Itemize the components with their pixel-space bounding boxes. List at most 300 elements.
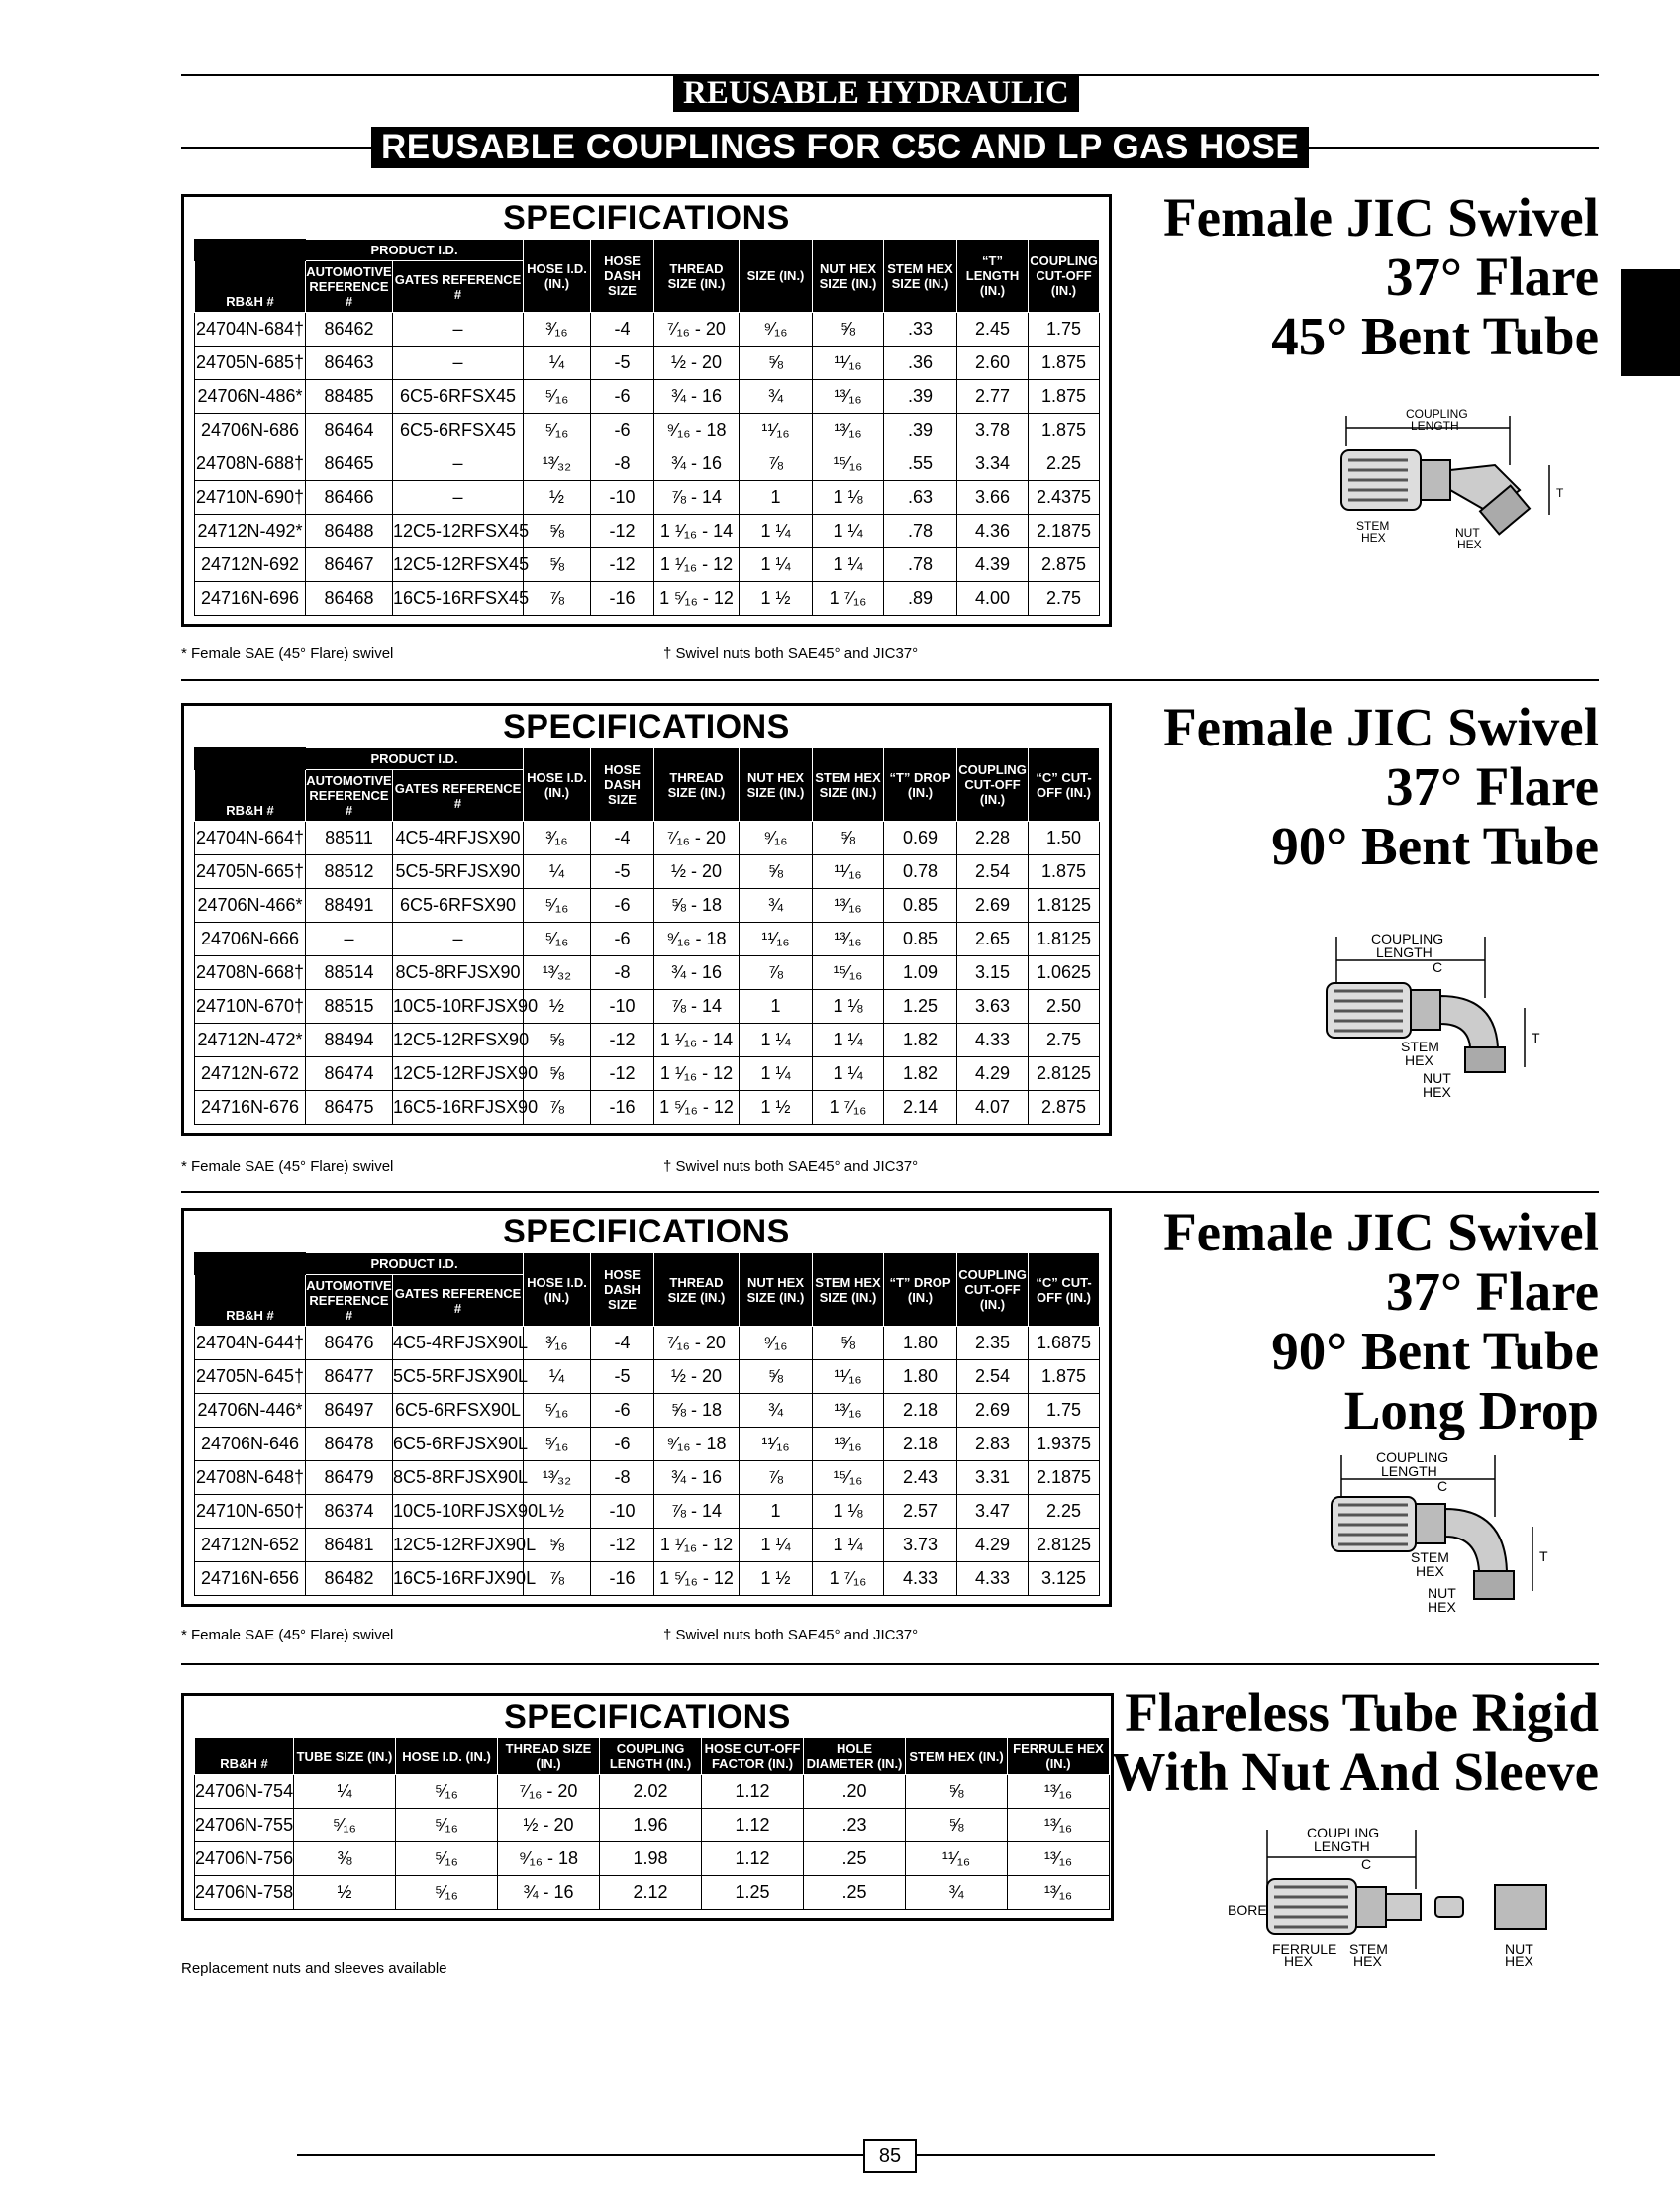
table-cell: 1.09 [884, 956, 957, 990]
table-cell: 2.25 [1029, 447, 1100, 481]
table-cell: 1 ¼ [740, 1024, 813, 1057]
table-cell: 1 ⁵⁄₁₆ - 12 [654, 1562, 740, 1596]
table-cell: ⅝ [524, 1024, 591, 1057]
table-cell: ¼ [294, 1775, 396, 1809]
table-cell: 86467 [306, 548, 393, 582]
col-header: AUTOMOTIVE REFERENCE # [306, 261, 393, 313]
table-cell: ⁹⁄₁₆ - 18 [654, 414, 740, 447]
table-row [195, 380, 1100, 414]
table-cell: 86488 [306, 515, 393, 548]
footnote: * Female SAE (45° Flare) swivel [181, 1627, 394, 1643]
table-row [195, 1529, 1100, 1562]
table-cell: -10 [591, 1495, 654, 1529]
table-cell: -8 [591, 447, 654, 481]
diagram-label: C [1361, 1856, 1372, 1872]
table-cell: 24706N-486* [195, 380, 306, 414]
table-cell: 86479 [306, 1461, 393, 1495]
table-cell: ¹³⁄₁₆ [1008, 1775, 1110, 1809]
table-cell: 6C5-6RFSX45 [393, 380, 524, 414]
col-header: STEM HEX (IN.) [906, 1738, 1008, 1775]
table-cell: 2.1875 [1029, 1461, 1100, 1495]
table-cell: 88515 [306, 990, 393, 1024]
table-cell: ⁵⁄₁₆ [524, 414, 591, 447]
table-cell: -5 [591, 347, 654, 380]
table-cell: ¹³⁄₁₆ [813, 1428, 884, 1461]
diagram-label: C [1437, 1478, 1448, 1494]
table-cell: ⅞ - 14 [654, 1495, 740, 1529]
table-cell: 2.8125 [1029, 1529, 1100, 1562]
table-row [195, 923, 1100, 956]
table-cell: 24710N-650† [195, 1495, 306, 1529]
table-row [195, 548, 1100, 582]
product-id-header: PRODUCT I.D. [306, 240, 524, 261]
table-cell: ½ [524, 481, 591, 515]
table-cell: 24706N-466* [195, 889, 306, 923]
col-header: STEM HEX SIZE (IN.) [813, 1253, 884, 1327]
col-header: HOSE I.D. (IN.) [524, 1253, 591, 1327]
spec-table-box [181, 1693, 1114, 1921]
table-cell: 1 ⁵⁄₁₆ - 12 [654, 1091, 740, 1125]
table-cell: 4.33 [957, 1024, 1029, 1057]
table-cell: .20 [804, 1775, 906, 1809]
table-cell: -6 [591, 414, 654, 447]
table-cell: 1 ⅛ [813, 990, 884, 1024]
table-cell: 1.25 [884, 990, 957, 1024]
table-cell: 1.6875 [1029, 1327, 1100, 1360]
table-cell: 5C5-5RFJSX90L [393, 1360, 524, 1394]
table-cell: ½ - 20 [654, 347, 740, 380]
table-cell: ⅝ [813, 822, 884, 855]
spec-table [194, 1252, 1100, 1596]
table-cell: ⅞ [740, 447, 813, 481]
table-cell: ¹¹⁄₁₆ [740, 414, 813, 447]
table-cell: 0.85 [884, 889, 957, 923]
table-cell: ⅝ [813, 313, 884, 347]
col-header: “C” CUT-OFF (IN.) [1029, 1253, 1100, 1327]
spec-table [194, 747, 1100, 1125]
col-header: TUBE SIZE (IN.) [294, 1738, 396, 1775]
diagram-label: FERRULE [1272, 1941, 1337, 1957]
table-cell: 16C5-16RFJSX90 [393, 1091, 524, 1125]
col-header: FERRULE HEX (IN.) [1008, 1738, 1110, 1775]
table-cell: 2.18 [884, 1394, 957, 1428]
table-cell: 86476 [306, 1327, 393, 1360]
table-cell: ⅞ [524, 582, 591, 616]
table-cell: 3.125 [1029, 1562, 1100, 1596]
col-header: GATES REFERENCE # [393, 1275, 524, 1327]
table-cell: .25 [804, 1842, 906, 1876]
table-cell: -12 [591, 1024, 654, 1057]
table-cell: 2.25 [1029, 1495, 1100, 1529]
section-heading: Flareless Tube Rigid With Nut And Sleeve [1111, 1682, 1599, 1802]
table-cell: ⁷⁄₁₆ - 20 [654, 822, 740, 855]
diagram-label: NUT [1428, 1585, 1456, 1601]
spec-table [194, 1738, 1110, 1910]
table-cell: 2.8125 [1029, 1057, 1100, 1091]
table-cell: 2.14 [884, 1091, 957, 1125]
table-cell: 1.82 [884, 1024, 957, 1057]
table-cell: 24706N-646 [195, 1428, 306, 1461]
table-cell: 1.8125 [1029, 889, 1100, 923]
table-row [195, 582, 1100, 616]
table-cell: ⁵⁄₁₆ [524, 380, 591, 414]
col-header: NUT HEX SIZE (IN.) [740, 1253, 813, 1327]
table-cell: ⁹⁄₁₆ [740, 1327, 813, 1360]
table-cell: -8 [591, 956, 654, 990]
col-header: HOSE CUT-OFF FACTOR (IN.) [702, 1738, 804, 1775]
table-cell: 86481 [306, 1529, 393, 1562]
table-row [195, 447, 1100, 481]
table-row [195, 1394, 1100, 1428]
table-cell: ⅝ [524, 515, 591, 548]
table-cell: 86474 [306, 1057, 393, 1091]
col-header: RB&H # [195, 770, 306, 822]
table-cell: 1 ⁵⁄₁₆ - 12 [654, 582, 740, 616]
coupling-90-long-drop-diagram [1327, 1447, 1594, 1621]
table-cell: ⅞ [524, 1562, 591, 1596]
table-cell: -16 [591, 1562, 654, 1596]
table-cell: 3.66 [957, 481, 1029, 515]
footnote: * Female SAE (45° Flare) swivel [181, 646, 394, 662]
table-cell: ⅝ [740, 1360, 813, 1394]
table-cell: 2.83 [957, 1428, 1029, 1461]
col-header: THREAD SIZE (IN.) [654, 1253, 740, 1327]
table-cell: 1 ⁷⁄₁₆ [813, 582, 884, 616]
table-cell: 24705N-665† [195, 855, 306, 889]
table-row [195, 1024, 1100, 1057]
table-cell: 1 ⁷⁄₁₆ [813, 1562, 884, 1596]
table-cell: ¾ - 16 [654, 956, 740, 990]
table-cell: 1.0625 [1029, 956, 1100, 990]
table-cell: 1 ¹⁄₁₆ - 12 [654, 1529, 740, 1562]
table-cell: ¹⁵⁄₁₆ [813, 956, 884, 990]
table-cell: ⁹⁄₁₆ [740, 313, 813, 347]
col-header: “T” DROP (IN.) [884, 748, 957, 822]
diagram-label: HEX [1423, 1084, 1451, 1100]
table-cell: 86374 [306, 1495, 393, 1529]
table-cell: 88511 [306, 822, 393, 855]
table-cell: 1 ¹⁄₁₆ - 14 [654, 1024, 740, 1057]
col-header: “T” DROP (IN.) [884, 1253, 957, 1327]
table-row [195, 1495, 1100, 1529]
table-cell: ⅝ [524, 1057, 591, 1091]
table-cell: – [393, 923, 524, 956]
table-cell: 86466 [306, 481, 393, 515]
table-cell: 1.875 [1029, 347, 1100, 380]
table-cell: 1.12 [702, 1842, 804, 1876]
table-cell: 24712N-492* [195, 515, 306, 548]
table-cell: 1 ¼ [740, 548, 813, 582]
diagram-label: HEX [1457, 538, 1482, 551]
section-divider [181, 1663, 1599, 1665]
table-cell: 2.65 [957, 923, 1029, 956]
category-banner: REUSABLE HYDRAULIC [673, 74, 1079, 112]
table-cell: 24706N-686 [195, 414, 306, 447]
table-cell: 1 ¼ [813, 1057, 884, 1091]
section-heading: Female JIC Swivel 37° Flare 90° Bent Tube [1163, 697, 1599, 876]
col-header: THREAD SIZE (IN.) [498, 1738, 600, 1775]
table-cell: 88512 [306, 855, 393, 889]
table-cell: 1.98 [600, 1842, 702, 1876]
table-row [195, 855, 1100, 889]
table-cell: -12 [591, 548, 654, 582]
table-cell: 1.75 [1029, 313, 1100, 347]
table-cell: 3.73 [884, 1529, 957, 1562]
table-cell: 0.85 [884, 923, 957, 956]
table-cell: 4.00 [957, 582, 1029, 616]
table-cell: ¹³⁄₃₂ [524, 956, 591, 990]
table-cell: 24712N-472* [195, 1024, 306, 1057]
table-cell: 24706N-666 [195, 923, 306, 956]
footnote: * Female SAE (45° Flare) swivel [181, 1158, 394, 1175]
col-header: “C” CUT-OFF (IN.) [1029, 748, 1100, 822]
col-header: NUT HEX SIZE (IN.) [740, 748, 813, 822]
table-cell: 6C5-6RFJSX90L [393, 1428, 524, 1461]
table-cell: 1 ½ [740, 1562, 813, 1596]
col-header: COUPLING CUT-OFF (IN.) [1029, 240, 1100, 313]
spec-title: SPECIFICATIONS [503, 199, 790, 237]
table-row [195, 1775, 1110, 1809]
table-cell: ⁵⁄₁₆ [396, 1876, 498, 1910]
table-cell: 24704N-644† [195, 1327, 306, 1360]
table-cell: .33 [884, 313, 957, 347]
table-cell: 2.35 [957, 1327, 1029, 1360]
diagram-label: T [1532, 1030, 1540, 1045]
diagram-label: LENGTH [1314, 1838, 1370, 1854]
table-cell: ¹⁵⁄₁₆ [813, 447, 884, 481]
table-cell: -5 [591, 1360, 654, 1394]
table-cell: 24708N-668† [195, 956, 306, 990]
table-cell: 1 ¼ [740, 1057, 813, 1091]
table-cell: 1 ¼ [813, 515, 884, 548]
table-cell: 12C5-12RFJX90L [393, 1529, 524, 1562]
footnote: Replacement nuts and sleeves available [181, 1960, 447, 1977]
diagram-label: HEX [1428, 1599, 1456, 1615]
diagram-label: COUPLING [1307, 1825, 1380, 1840]
table-cell: 1 ⁷⁄₁₆ [813, 1091, 884, 1125]
table-cell: 24705N-685† [195, 347, 306, 380]
table-cell: 3.15 [957, 956, 1029, 990]
col-header: STEM HEX SIZE (IN.) [884, 240, 957, 313]
table-cell: 12C5-12RFSX90 [393, 1024, 524, 1057]
table-cell: 1 ⅛ [813, 1495, 884, 1529]
table-cell: ⅝ - 18 [654, 889, 740, 923]
table-cell: 24704N-664† [195, 822, 306, 855]
table-cell: .55 [884, 447, 957, 481]
table-cell: – [393, 447, 524, 481]
table-row [195, 347, 1100, 380]
table-cell: 10C5-10RFJSX90L [393, 1495, 524, 1529]
table-cell: 86463 [306, 347, 393, 380]
col-header: GATES REFERENCE # [393, 261, 524, 313]
table-cell: ¾ - 16 [654, 447, 740, 481]
col-header: HOSE DASH SIZE [591, 1253, 654, 1327]
table-cell: 2.75 [1029, 582, 1100, 616]
table-cell: 3.47 [957, 1495, 1029, 1529]
table-cell: 6C5-6RFSX90L [393, 1394, 524, 1428]
col-header: RB&H # [195, 1275, 306, 1327]
diagram-label: C [1433, 959, 1443, 975]
table-cell: ¾ [740, 889, 813, 923]
table-cell: 24710N-670† [195, 990, 306, 1024]
table-cell: .39 [884, 380, 957, 414]
table-cell: 24716N-676 [195, 1091, 306, 1125]
coupling-90-diagram [1322, 929, 1589, 1102]
table-cell: 2.1875 [1029, 515, 1100, 548]
table-cell: 24716N-656 [195, 1562, 306, 1596]
table-cell: 0.78 [884, 855, 957, 889]
table-cell: 88494 [306, 1024, 393, 1057]
table-cell: 1.12 [702, 1775, 804, 1809]
table-cell: 24706N-756 [195, 1842, 294, 1876]
product-id-header: PRODUCT I.D. [306, 1253, 524, 1275]
table-cell: 86477 [306, 1360, 393, 1394]
table-cell: 2.60 [957, 347, 1029, 380]
table-cell: ⁵⁄₁₆ [524, 1428, 591, 1461]
col-header: GATES REFERENCE # [393, 770, 524, 822]
table-cell: .78 [884, 548, 957, 582]
table-cell: ¾ - 16 [654, 380, 740, 414]
table-cell: 1.875 [1029, 380, 1100, 414]
table-cell: ⁵⁄₁₆ [396, 1842, 498, 1876]
diagram-label: NUT [1455, 526, 1480, 540]
table-cell: 86475 [306, 1091, 393, 1125]
table-cell: -4 [591, 822, 654, 855]
table-cell: 86465 [306, 447, 393, 481]
table-row [195, 889, 1100, 923]
diagram-label: STEM [1356, 519, 1390, 533]
table-row [195, 990, 1100, 1024]
table-cell: -16 [591, 1091, 654, 1125]
table-cell: ¹¹⁄₁₆ [906, 1842, 1008, 1876]
table-row [195, 481, 1100, 515]
page-title: REUSABLE COUPLINGS FOR C5C AND LP GAS HOSE [371, 127, 1309, 168]
col-header: HOSE DASH SIZE [591, 748, 654, 822]
diagram-label: COUPLING [1371, 931, 1444, 946]
col-header: “T” LENGTH (IN.) [957, 240, 1029, 313]
table-cell: 2.54 [957, 855, 1029, 889]
table-cell: ⅞ [740, 1461, 813, 1495]
diagram-label: STEM [1411, 1549, 1449, 1565]
table-cell: ½ - 20 [654, 855, 740, 889]
table-cell: 4.29 [957, 1057, 1029, 1091]
table-cell: ¹³⁄₃₂ [524, 447, 591, 481]
table-cell: 1 ¼ [813, 1024, 884, 1057]
table-cell: ¹⁵⁄₁₆ [813, 1461, 884, 1495]
table-cell: ¼ [524, 855, 591, 889]
table-cell: ⁷⁄₁₆ - 20 [654, 313, 740, 347]
diagram-label: HEX [1505, 1953, 1533, 1969]
table-row [195, 1809, 1110, 1842]
table-cell: ⅝ [906, 1775, 1008, 1809]
col-header: COUPLING LENGTH (IN.) [600, 1738, 702, 1775]
section-heading: Female JIC Swivel 37° Flare 90° Bent Tube Long Drop [1163, 1202, 1599, 1440]
table-cell: 4.33 [957, 1562, 1029, 1596]
diagram-label: LENGTH [1411, 419, 1459, 433]
table-cell: ½ - 20 [654, 1360, 740, 1394]
table-cell: -5 [591, 855, 654, 889]
table-cell: 10C5-10RFJSX90 [393, 990, 524, 1024]
table-cell: 4.36 [957, 515, 1029, 548]
table-cell: ¾ [740, 1394, 813, 1428]
col-header: THREAD SIZE (IN.) [654, 240, 740, 313]
table-cell: 4.07 [957, 1091, 1029, 1125]
table-cell: 16C5-16RFJX90L [393, 1562, 524, 1596]
table-cell: 86464 [306, 414, 393, 447]
table-cell: 1 ¼ [813, 548, 884, 582]
table-cell: 1 ½ [740, 1091, 813, 1125]
table-cell: 3.78 [957, 414, 1029, 447]
table-cell: 3.34 [957, 447, 1029, 481]
table-cell: ¼ [524, 1360, 591, 1394]
table-cell: 4.33 [884, 1562, 957, 1596]
table-cell: .63 [884, 481, 957, 515]
diagram-label: LENGTH [1381, 1463, 1437, 1479]
table-cell: ⁷⁄₁₆ - 20 [654, 1327, 740, 1360]
section-heading: Female JIC Swivel 37° Flare 45° Bent Tube [1163, 187, 1599, 366]
col-header: AUTOMOTIVE REFERENCE # [306, 1275, 393, 1327]
table-cell: 86478 [306, 1428, 393, 1461]
table-cell: 4.39 [957, 548, 1029, 582]
table-cell: ¾ - 16 [498, 1876, 600, 1910]
table-cell: ¾ [906, 1876, 1008, 1910]
coupling-45-diagram [1327, 406, 1584, 549]
table-cell: ¹³⁄₁₆ [813, 414, 884, 447]
spec-title: SPECIFICATIONS [504, 1698, 791, 1736]
col-header: HOSE DASH SIZE [591, 240, 654, 313]
table-cell: -12 [591, 515, 654, 548]
table-row [195, 414, 1100, 447]
footnote: † Swivel nuts both SAE45° and JIC37° [663, 1158, 919, 1175]
table-cell: ⅝ [524, 1529, 591, 1562]
table-cell: -4 [591, 313, 654, 347]
col-header: HOLE DIAMETER (IN.) [804, 1738, 906, 1775]
table-cell: 8C5-8RFJSX90 [393, 956, 524, 990]
diagram-label: HEX [1361, 531, 1386, 545]
table-cell: 24705N-645† [195, 1360, 306, 1394]
table-cell: 1.8125 [1029, 923, 1100, 956]
spec-table-box [181, 194, 1112, 627]
table-row [195, 956, 1100, 990]
table-cell: -10 [591, 481, 654, 515]
diagram-label: BORE [1228, 1902, 1267, 1918]
table-cell: 6C5-6RFSX45 [393, 414, 524, 447]
table-cell: ½ [524, 1495, 591, 1529]
spec-table-box [181, 1208, 1112, 1607]
table-cell: ⅝ [906, 1809, 1008, 1842]
table-cell: 1 ¹⁄₁₆ - 12 [654, 1057, 740, 1091]
table-cell: ½ [524, 990, 591, 1024]
table-cell: 1.25 [702, 1876, 804, 1910]
table-cell: 5C5-5RFJSX90 [393, 855, 524, 889]
diagram-label: HEX [1284, 1953, 1313, 1969]
table-cell: 24706N-755 [195, 1809, 294, 1842]
table-cell: 86497 [306, 1394, 393, 1428]
table-cell: ⅞ - 14 [654, 990, 740, 1024]
table-cell: ¹³⁄₁₆ [813, 923, 884, 956]
table-cell: .23 [804, 1809, 906, 1842]
table-cell: 2.875 [1029, 548, 1100, 582]
table-cell: 2.18 [884, 1428, 957, 1461]
table-cell: ³⁄₁₆ [524, 1327, 591, 1360]
table-cell: 24712N-692 [195, 548, 306, 582]
table-row [195, 1057, 1100, 1091]
table-cell: 2.54 [957, 1360, 1029, 1394]
table-cell: – [393, 347, 524, 380]
table-cell: 1.875 [1029, 1360, 1100, 1394]
table-cell: 88491 [306, 889, 393, 923]
table-cell: 2.12 [600, 1876, 702, 1910]
